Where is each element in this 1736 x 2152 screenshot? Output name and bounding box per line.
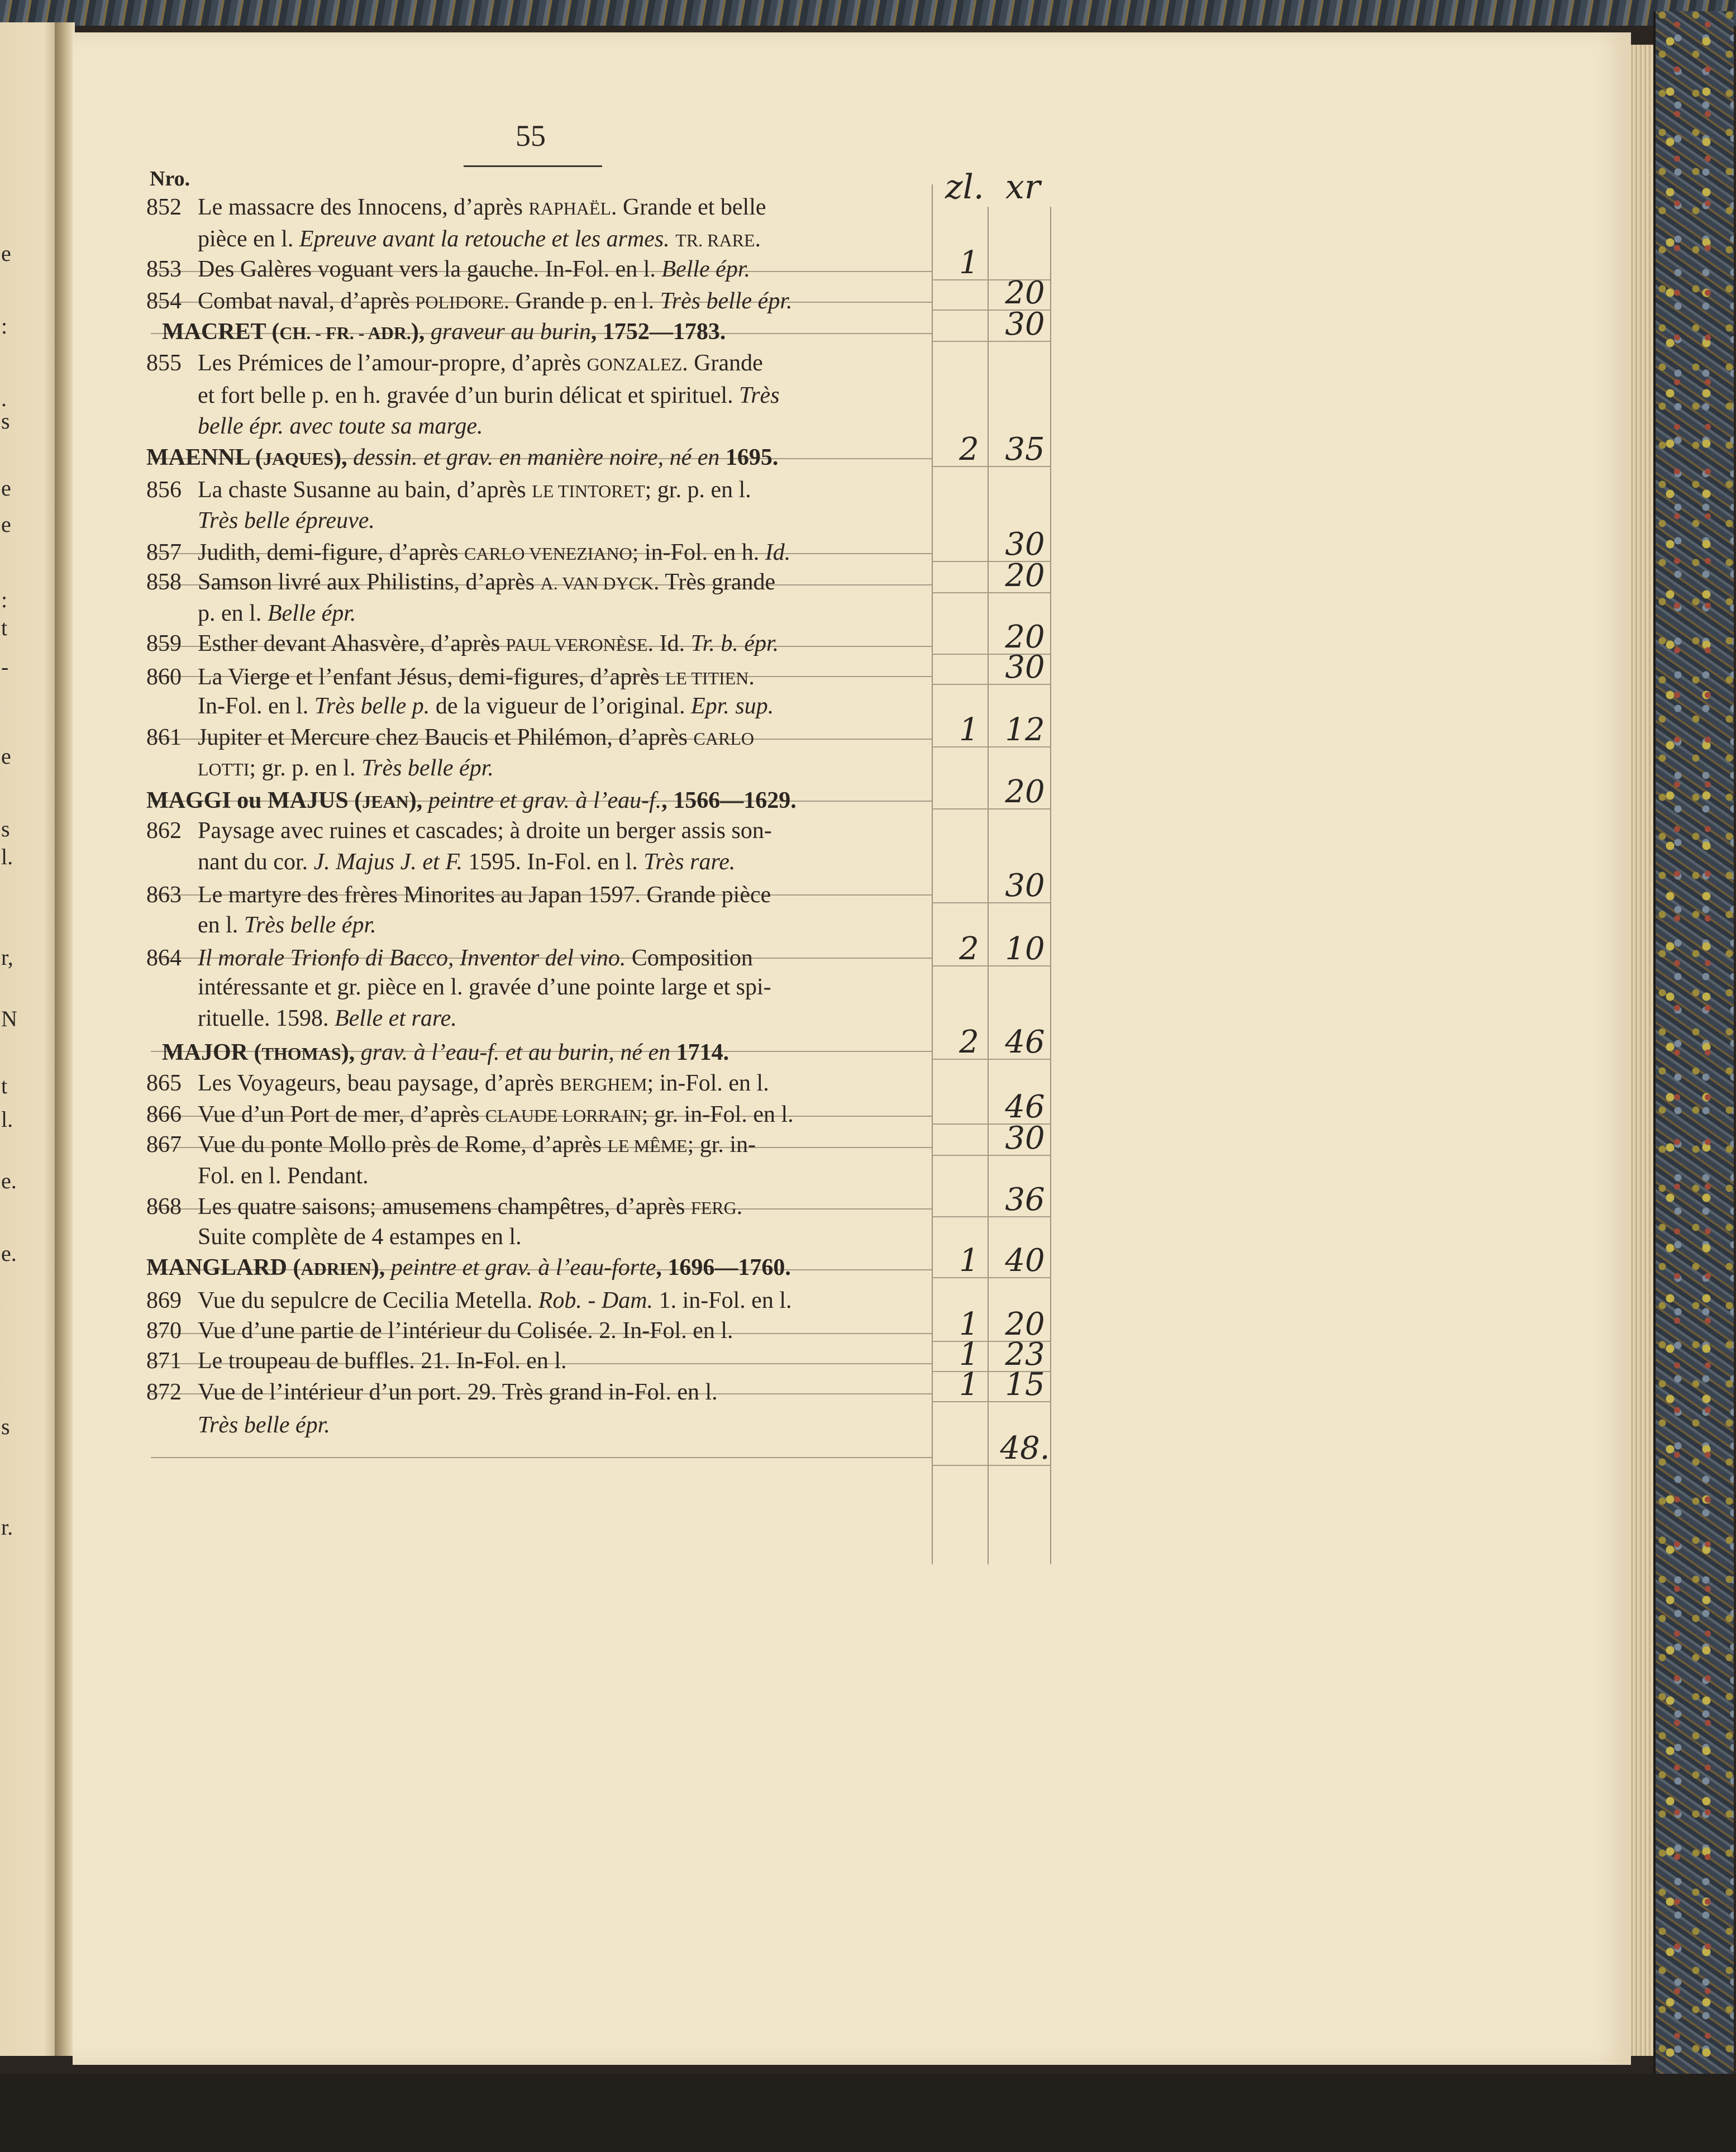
ledger-left-rule xyxy=(932,184,933,1564)
entry-text: Les Voyageurs, beau paysage, d’après BERGHEM; in-Fol. en l. xyxy=(198,1070,769,1096)
catalogue-entry xyxy=(146,880,928,910)
page-number-rule xyxy=(464,165,602,167)
item-number: 869 xyxy=(146,1288,182,1313)
entry-text: Esther devant Ahasvère, d’après PAUL VERONÈSE. Id. Tr. b. épr. xyxy=(198,631,779,656)
item-number: 871 xyxy=(146,1348,182,1374)
facing-page-fragment: e xyxy=(1,744,11,769)
price-zl: 1 xyxy=(959,1367,979,1403)
entry-continuation xyxy=(198,848,924,877)
catalogue-entry xyxy=(146,1130,928,1159)
entry-text: Combat naval, d’après POLIDORE. Grande p. en l. Très belle épr. xyxy=(198,288,793,314)
entry-continuation xyxy=(198,973,924,1002)
item-number: 864 xyxy=(146,945,182,971)
entry-text: Le martyre des frères Minorites au Japan 1597. Grande pièce xyxy=(198,882,771,908)
catalogue-entry xyxy=(146,475,928,504)
header-zl: zl. xyxy=(945,168,984,207)
facing-page-fragment: s xyxy=(1,1414,10,1439)
entry-continuation xyxy=(198,1161,924,1191)
catalogue-entry xyxy=(146,538,928,567)
entry-text: Des Galères voguant vers la gauche. In-Fol. en l. Belle épr. xyxy=(198,256,751,282)
entry-text: en l. Très belle épr. xyxy=(198,912,376,938)
price-xr: 20 xyxy=(1005,558,1045,594)
catalogue-entry xyxy=(146,629,928,658)
entry-text: Samson livré aux Philistins, d’après A. VAN DYCK. Très grande xyxy=(198,569,776,595)
price-zl: 1 xyxy=(959,712,979,748)
price-xr: 30 xyxy=(1005,526,1045,563)
entry-text: Suite complète de 4 estampes en l. xyxy=(198,1224,522,1250)
entry-text: MAGGI ou MAJUS (JEAN), peintre et grav. à l’eau-f., 1566—1629. xyxy=(146,788,797,813)
item-number: 852 xyxy=(146,194,182,220)
catalogue-entry xyxy=(146,287,928,316)
entry-text: Il morale Trionfo di Bacco, Inventor del vino. Composition xyxy=(198,945,753,971)
entry-continuation xyxy=(198,506,924,535)
facing-page-fragment: e. xyxy=(1,1241,17,1266)
price-xr: 35 xyxy=(1005,431,1045,468)
price-xr: 30 xyxy=(1005,649,1045,685)
price-xr: 46 xyxy=(1005,1024,1045,1060)
price-xr: 20 xyxy=(1005,275,1045,311)
price-zl: 1 xyxy=(959,1306,979,1342)
facing-page-fragment: t xyxy=(1,1073,8,1098)
entry-text: MAJOR (THOMAS), grav. à l’eau-f. et au burin, né en 1714. xyxy=(162,1040,729,1065)
entry-text: Jupiter et Mercure chez Baucis et Philémon, d’après CARLO xyxy=(198,725,754,750)
entry-continuation xyxy=(198,754,924,783)
entry-continuation xyxy=(198,412,924,441)
facing-page-fragment: t xyxy=(1,615,8,640)
facing-page-fragment: : xyxy=(1,313,8,339)
entry-continuation xyxy=(198,381,924,410)
entry-text: p. en l. Belle épr. xyxy=(198,601,356,626)
entry-text: La Vierge et l’enfant Jésus, demi-figures, d’après LE TITIEN. xyxy=(198,664,755,690)
entry-text: MANGLARD (ADRIEN), peintre et grav. à l’eau-forte, 1696—1760. xyxy=(146,1255,791,1280)
item-number: 856 xyxy=(146,477,182,503)
header-xr: xr xyxy=(1005,168,1041,207)
facing-page-fragment: - xyxy=(1,654,9,679)
catalogue-entry xyxy=(146,1378,928,1407)
artist-heading xyxy=(146,1253,928,1282)
catalogue-entry xyxy=(146,255,928,284)
entry-text: Vue du ponte Mollo près de Rome, d’après LE MÊME; gr. in- xyxy=(198,1132,756,1158)
price-xr: 10 xyxy=(1005,931,1045,967)
price-xr: 20 xyxy=(1005,1306,1045,1342)
entry-text: Fol. en l. Pendant. xyxy=(198,1163,369,1189)
item-number: 853 xyxy=(146,256,182,282)
item-number: 868 xyxy=(146,1194,182,1220)
catalogue-entry xyxy=(146,1100,928,1129)
item-number: 861 xyxy=(146,725,182,750)
price-xr: 30 xyxy=(1005,1120,1045,1156)
price-xr: 46 xyxy=(1005,1089,1045,1125)
catalogue-entry xyxy=(146,1346,928,1375)
facing-page-fragment: : xyxy=(1,587,8,612)
entry-text: MAENNL (JAQUES), dessin. et grav. en manière noire, né en 1695. xyxy=(146,445,779,470)
entry-text: Le massacre des Innocens, d’après RAPHAËL. Grande et belle xyxy=(198,194,766,220)
entry-text: Le troupeau de buffles. 21. In-Fol. en l. xyxy=(198,1348,567,1374)
entry-text: Vue du sepulcre de Cecilia Metella. Rob. - Dam. 1. in-Fol. en l. xyxy=(198,1288,792,1313)
price-zl: 1 xyxy=(959,1242,979,1279)
entry-text: Très belle épreuve. xyxy=(198,508,375,534)
facing-page-fragment: s xyxy=(1,816,10,841)
price-xr: 20 xyxy=(1005,619,1045,655)
facing-page-edge xyxy=(0,22,63,2056)
price-xr: 30 xyxy=(1005,306,1045,342)
entry-continuation xyxy=(198,225,924,254)
facing-page-fragment: l. xyxy=(1,1107,13,1132)
item-number: 867 xyxy=(146,1132,182,1158)
facing-page-fragment: s xyxy=(1,408,10,434)
artist-heading xyxy=(162,317,944,346)
artist-heading xyxy=(146,786,928,815)
entry-text: Très belle épr. xyxy=(198,1412,330,1438)
price-zl: 2 xyxy=(959,431,979,468)
item-number: 862 xyxy=(146,818,182,844)
entry-text: Paysage avec ruines et cascades; à droite un berger assis son- xyxy=(198,818,772,844)
price-xr: 23 xyxy=(1005,1336,1045,1373)
catalogue-entry xyxy=(146,193,928,222)
entry-continuation xyxy=(198,911,924,940)
catalogue-entry xyxy=(146,663,928,692)
item-number: 870 xyxy=(146,1318,182,1344)
facing-page-fragment: l. xyxy=(1,844,13,869)
catalogue-entry xyxy=(146,568,928,597)
entry-continuation xyxy=(198,1004,924,1033)
price-zl: 1 xyxy=(959,245,979,281)
entry-continuation xyxy=(198,1222,924,1251)
entry-text: rituelle. 1598. Belle et rare. xyxy=(198,1006,457,1031)
item-number: 872 xyxy=(146,1379,182,1405)
price-zl: 2 xyxy=(959,1024,979,1060)
catalogue-entry xyxy=(146,1069,928,1098)
ledger-rule xyxy=(151,1457,932,1458)
facing-page-fragment: r, xyxy=(1,945,13,970)
catalogue-entry xyxy=(146,723,928,752)
facing-page-fragment: e xyxy=(1,512,11,537)
entry-text: Les Prémices de l’amour-propre, d’après GONZALEZ. Grande xyxy=(198,350,763,376)
price-zl: 2 xyxy=(959,931,979,967)
price-xr: 12 xyxy=(1005,712,1045,748)
price-xr: 15 xyxy=(1005,1367,1045,1403)
board-bottom-shadow xyxy=(0,2074,1736,2152)
price-xr: 40 xyxy=(1005,1242,1045,1279)
catalogue-entry xyxy=(146,944,928,973)
catalogue-entry xyxy=(146,1316,928,1345)
facing-page-fragment: r. xyxy=(1,1515,13,1540)
marbled-board-top xyxy=(0,0,1736,26)
item-number: 863 xyxy=(146,882,182,908)
facing-page-fragment: e. xyxy=(1,1168,17,1193)
price-zl: 1 xyxy=(959,1336,979,1373)
entry-text: Judith, demi-figure, d’après CARLO VENEZIANO; in-Fol. en h. Id. xyxy=(198,540,791,565)
item-number: 857 xyxy=(146,540,182,565)
facing-page-fragment: e xyxy=(1,241,11,266)
catalogue-entry xyxy=(146,816,928,845)
facing-page-fragment: N xyxy=(1,1006,17,1031)
entry-text: pièce en l. Epreuve avant la retouche et les armes. TR. RARE. xyxy=(198,226,761,252)
entry-text: La chaste Susanne au bain, d’après LE TINTORET; gr. p. en l. xyxy=(198,477,751,503)
entry-text: belle épr. avec toute sa marge. xyxy=(198,413,483,439)
nro-label: Nro. xyxy=(150,167,190,191)
item-number: 858 xyxy=(146,569,182,595)
entry-continuation xyxy=(198,599,924,628)
item-number: 859 xyxy=(146,631,182,656)
catalogue-entry xyxy=(146,349,928,378)
book-gutter xyxy=(55,22,75,2056)
item-number: 865 xyxy=(146,1070,182,1096)
entry-text: et fort belle p. en h. gravée d’un burin délicat et spirituel. Très xyxy=(198,383,780,408)
price-xr: 20 xyxy=(1005,774,1045,810)
item-number: 855 xyxy=(146,350,182,376)
entry-text: Vue de l’intérieur d’un port. 29. Très grand in-Fol. en l. xyxy=(198,1379,718,1405)
item-number: 866 xyxy=(146,1102,182,1127)
entry-text: MACRET (CH. - FR. - ADR.), graveur au burin, 1752—1783. xyxy=(162,319,726,345)
item-number: 854 xyxy=(146,288,182,314)
page-number: 55 xyxy=(516,119,546,153)
price-xr: 48. xyxy=(1000,1430,1050,1467)
catalogue-entry xyxy=(146,1192,928,1221)
facing-page-fragment: . xyxy=(1,386,7,411)
facing-page-fragment: e xyxy=(1,475,11,501)
marbled-board-right xyxy=(1653,11,1734,2085)
artist-heading xyxy=(162,1038,944,1067)
entry-text: intéressante et gr. pièce en l. gravée d’une pointe large et spi- xyxy=(198,974,771,1000)
entry-text: LOTTI; gr. p. en l. Très belle épr. xyxy=(198,755,494,781)
artist-heading xyxy=(146,443,928,472)
entry-text: Vue d’une partie de l’intérieur du Colisée. 2. In-Fol. en l. xyxy=(198,1318,733,1344)
item-number: 860 xyxy=(146,664,182,690)
entry-text: nant du cor. J. Majus J. et F. 1595. In-Fol. en l. Très rare. xyxy=(198,849,736,875)
price-xr: 30 xyxy=(1005,868,1045,904)
entry-continuation xyxy=(198,692,924,721)
entry-text: In-Fol. en l. Très belle p. de la vigueur de l’original. Epr. sup. xyxy=(198,693,774,719)
entry-text: Les quatre saisons; amusemens champêtres, d’après FERG. xyxy=(198,1194,743,1220)
catalogue-entry xyxy=(146,1286,928,1315)
entry-continuation xyxy=(198,1411,924,1440)
price-xr: 36 xyxy=(1005,1182,1045,1218)
entry-text: Vue d’un Port de mer, d’après CLAUDE LORRAIN; gr. in-Fol. en l. xyxy=(198,1102,794,1127)
